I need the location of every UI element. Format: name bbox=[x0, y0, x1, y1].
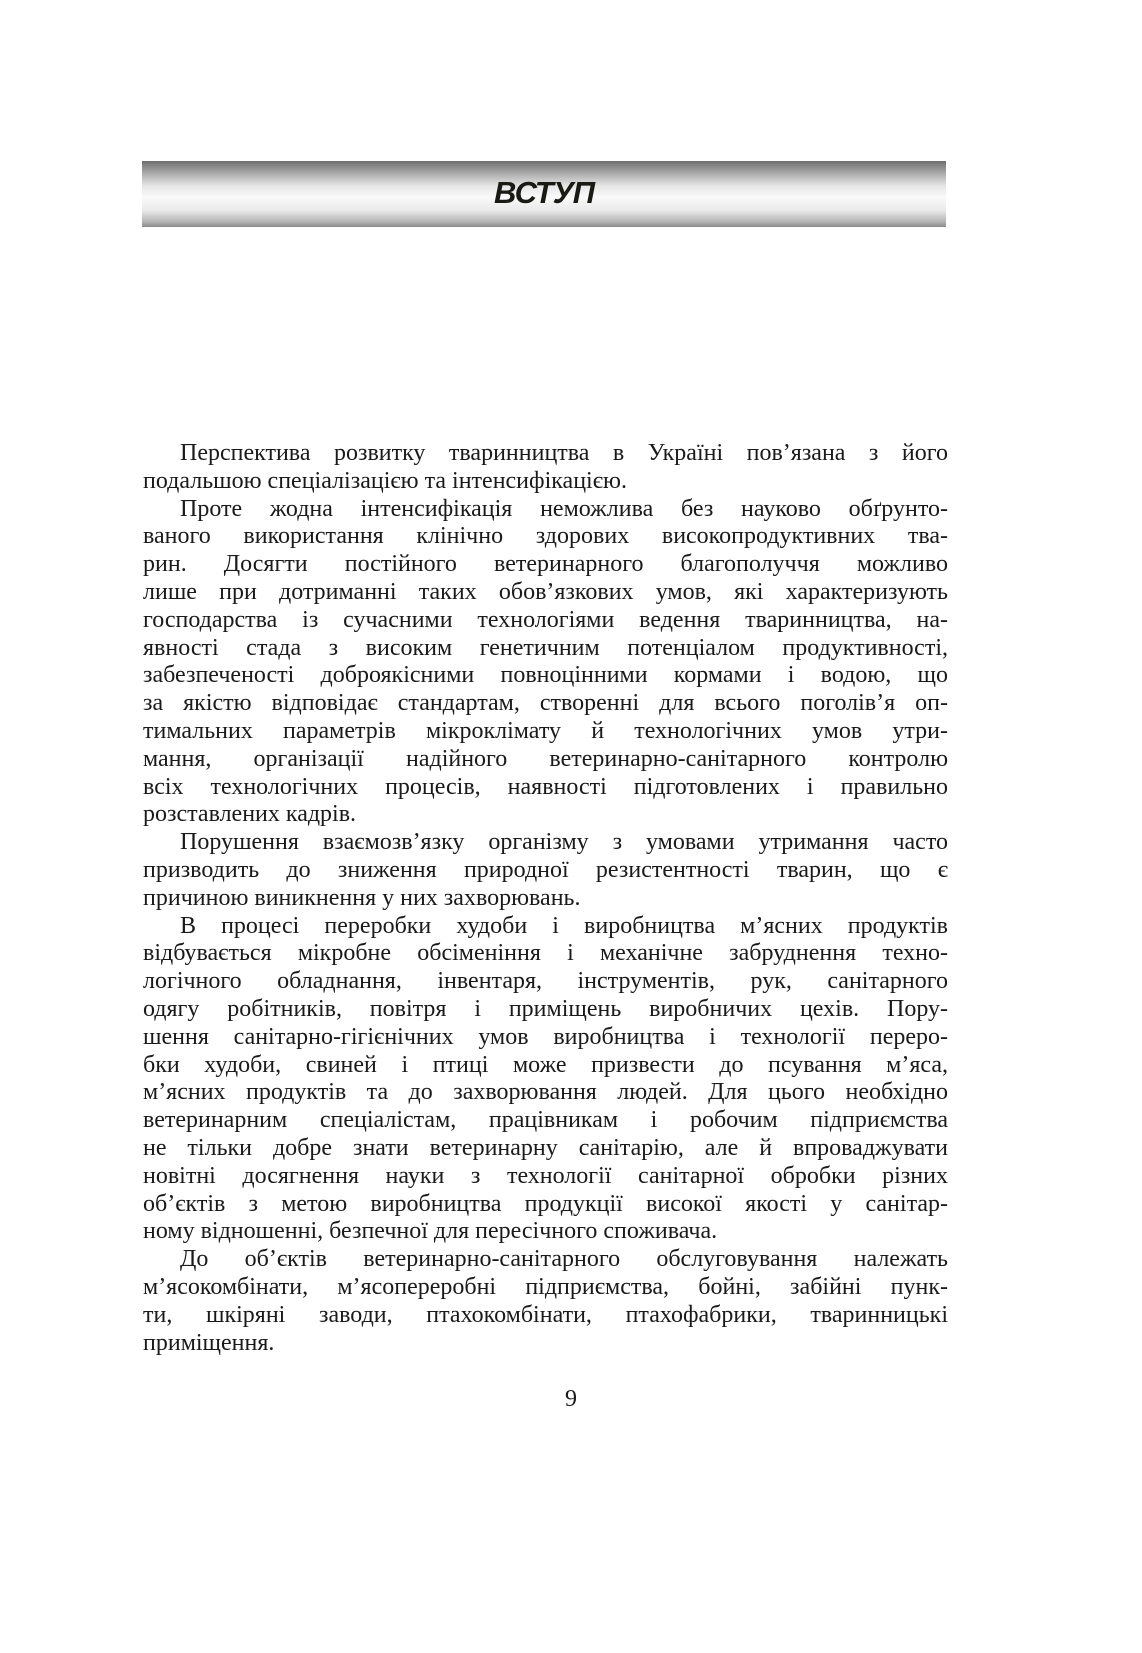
paragraph bbox=[143, 829, 948, 912]
text-line: забезпеченості доброякісними повноцінними кормами і водою, що bbox=[143, 662, 948, 689]
text-line: мання, організації надійного ветеринарно-санітарного контролю bbox=[143, 745, 948, 772]
text-line: рин. Досягти постійного ветеринарного благополуччя можливо bbox=[143, 551, 948, 578]
text-line: ти, шкіряні заводи, птахокомбінати, птахофабрики, тваринницькі bbox=[143, 1301, 948, 1328]
page-number: 9 bbox=[565, 1386, 577, 1412]
paragraph bbox=[143, 913, 948, 1247]
text-line: одягу робітників, повітря і приміщень виробничих цехів. Пору- bbox=[143, 995, 948, 1022]
text-line: подальшою спеціалізацією та інтенсифікацією. bbox=[143, 467, 627, 494]
text-line: відбувається мікробне обсіменіння і механічне забруднення техно- bbox=[143, 940, 948, 967]
text-line: явності стада з високим генетичним потенціалом продуктивності, bbox=[143, 634, 948, 661]
section-heading-banner bbox=[142, 161, 946, 227]
text-line: В процесі переробки худоби і виробництва м’ясних продуктів bbox=[180, 912, 948, 939]
text-line: тимальних параметрів мікроклімату й технологічних умов утри- bbox=[143, 717, 948, 744]
paragraph bbox=[143, 496, 948, 830]
text-line: логічного обладнання, інвентаря, інструментів, рук, санітарного bbox=[143, 968, 948, 995]
text-line: Проте жодна інтенсифікація неможлива без науково обґрунто- bbox=[180, 495, 948, 522]
body-text bbox=[143, 440, 948, 1357]
text-line: об’єктів з метою виробництва продукції високої якості у санітар- bbox=[143, 1190, 948, 1217]
paragraph bbox=[143, 440, 948, 496]
text-line: лише при дотриманні таких обов’язкових умов, які характеризують bbox=[143, 578, 948, 605]
text-line: причиною виникнення у них захворювань. bbox=[143, 884, 581, 911]
text-line: розставлених кадрів. bbox=[143, 801, 357, 828]
text-line: м’ясокомбінати, м’ясопереробні підприємства, бойні, забійні пунк- bbox=[143, 1273, 948, 1300]
text-line: за якістю відповідає стандартам, створенні для всього поголів’я оп- bbox=[143, 690, 948, 717]
text-line: ваного використання клінічно здорових високопродуктивних тва- bbox=[143, 523, 948, 550]
paragraph bbox=[143, 1246, 948, 1357]
text-line: приміщення. bbox=[143, 1329, 275, 1356]
text-line: новітні досягнення науки з технології санітарної обробки різних bbox=[143, 1162, 948, 1189]
text-line: не тільки добре знати ветеринарну санітарію, але й впроваджувати bbox=[143, 1134, 948, 1161]
text-line: ветеринарним спеціалістам, працівникам і робочим підприємства bbox=[143, 1107, 948, 1134]
text-line: призводить до зниження природної резистентності тварин, що є bbox=[143, 856, 948, 883]
text-line: ному відношенні, безпечної для пересічного споживача. bbox=[143, 1218, 718, 1245]
text-line: всіх технологічних процесів, наявності підготовлених і правильно bbox=[143, 773, 948, 800]
text-line: Перспектива розвитку тваринництва в Україні пов’язана з його bbox=[180, 440, 948, 466]
text-line: м’ясних продуктів та до захворювання людей. Для цього необхідно bbox=[143, 1079, 948, 1106]
section-heading: ВСТУП bbox=[493, 175, 595, 210]
text-line: Порушення взаємозв’язку організму з умовами утримання часто bbox=[180, 829, 948, 856]
text-line: бки худоби, свиней і птиці може призвести до псування м’яса, bbox=[143, 1051, 948, 1078]
text-line: шення санітарно-гігієнічних умов виробництва і технології переро- bbox=[143, 1023, 948, 1050]
text-line: До об’єктів ветеринарно-санітарного обслуговування належать bbox=[180, 1246, 948, 1273]
text-line: господарства із сучасними технологіями ведення тваринництва, на- bbox=[143, 606, 948, 633]
